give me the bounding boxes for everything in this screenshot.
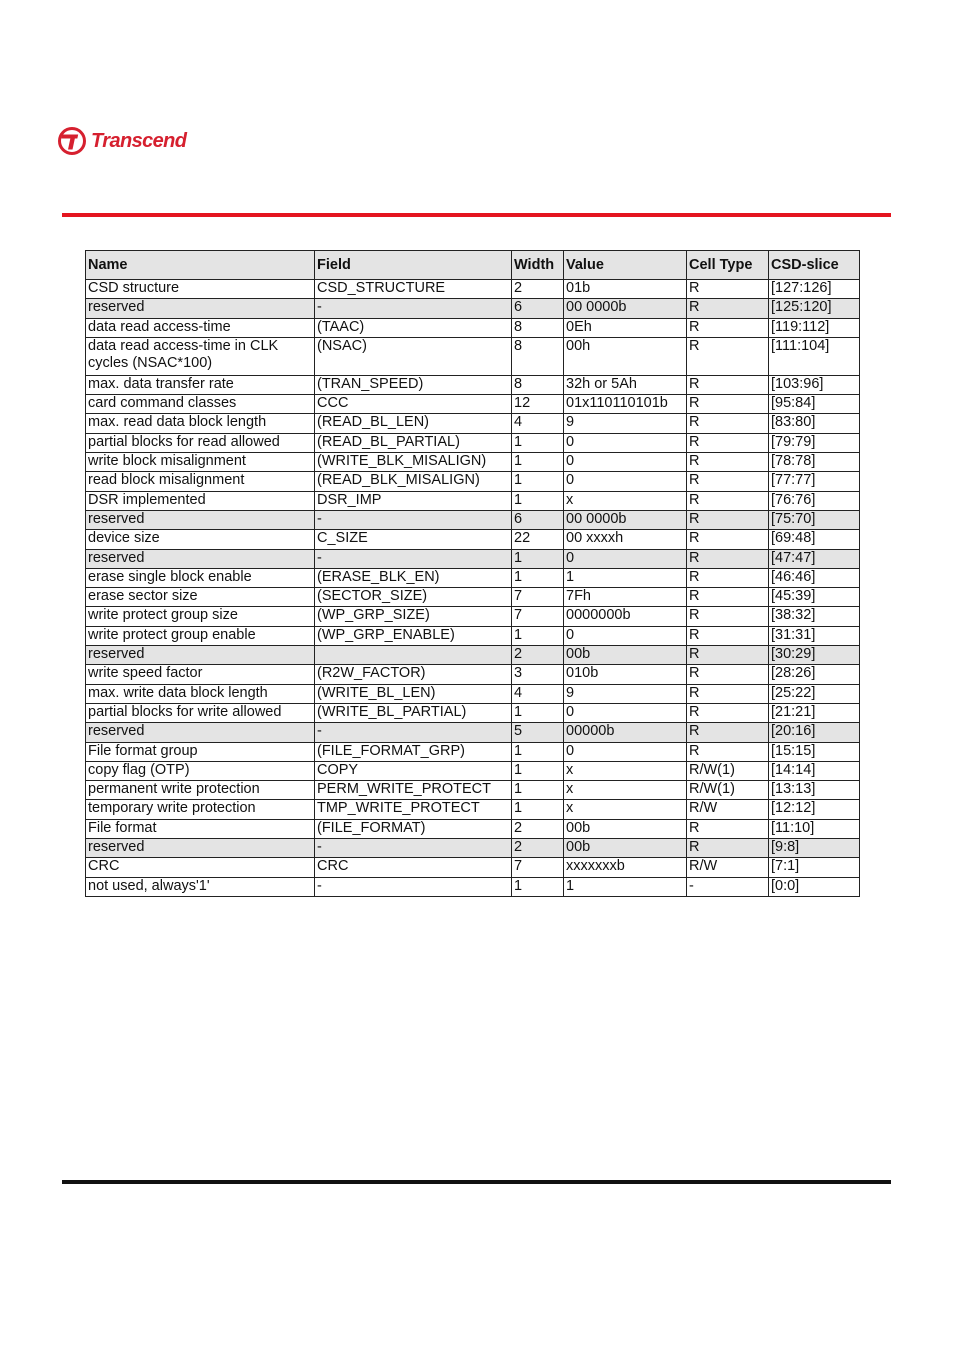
table-row	[86, 761, 860, 780]
cell-name: reserved	[86, 723, 315, 742]
cell-value: 010b	[564, 665, 687, 684]
cell-type: R/W(1)	[687, 761, 769, 780]
cell-value: 00000b	[564, 723, 687, 742]
cell-value: xxxxxxxb	[564, 858, 687, 877]
cell-field: (R2W_FACTOR)	[315, 665, 512, 684]
cell-type: R/W	[687, 800, 769, 819]
cell-type: R	[687, 530, 769, 549]
transcend-logo-icon	[57, 126, 87, 156]
cell-value: 1	[564, 568, 687, 587]
cell-type: R	[687, 337, 769, 375]
cell-csd-slice: [95:84]	[769, 395, 860, 414]
cell-width: 1	[512, 433, 564, 452]
cell-value: 7Fh	[564, 588, 687, 607]
cell-name: read block misalignment	[86, 472, 315, 491]
cell-type: R	[687, 684, 769, 703]
cell-name: data read access-time	[86, 318, 315, 337]
cell-width: 7	[512, 607, 564, 626]
cell-value: 00b	[564, 819, 687, 838]
column-header-csd-slice: CSD-slice	[769, 251, 860, 280]
cell-type: R	[687, 723, 769, 742]
table-row	[86, 819, 860, 838]
cell-csd-slice: [21:21]	[769, 703, 860, 722]
cell-csd-slice: [46:46]	[769, 568, 860, 587]
table-row	[86, 510, 860, 529]
cell-name: max. read data block length	[86, 414, 315, 433]
cell-csd-slice: [127:126]	[769, 280, 860, 299]
cell-width: 1	[512, 626, 564, 645]
cell-field: -	[315, 510, 512, 529]
cell-field: -	[315, 839, 512, 858]
cell-width: 1	[512, 761, 564, 780]
table-row	[86, 414, 860, 433]
cell-field: CSD_STRUCTURE	[315, 280, 512, 299]
table-row	[86, 433, 860, 452]
table-row	[86, 781, 860, 800]
cell-type: R	[687, 491, 769, 510]
cell-field: TMP_WRITE_PROTECT	[315, 800, 512, 819]
cell-type: R	[687, 742, 769, 761]
cell-name: card command classes	[86, 395, 315, 414]
cell-name: write protect group enable	[86, 626, 315, 645]
cell-name: data read access-time in CLK cycles (NSAC*100)	[86, 337, 315, 375]
cell-value: x	[564, 491, 687, 510]
table-row	[86, 337, 860, 375]
cell-field: (WRITE_BL_PARTIAL)	[315, 703, 512, 722]
cell-name: partial blocks for read allowed	[86, 433, 315, 452]
cell-type: R/W	[687, 858, 769, 877]
column-header-cell-type: Cell Type	[687, 251, 769, 280]
cell-csd-slice: [125:120]	[769, 299, 860, 318]
cell-value: 00 xxxxh	[564, 530, 687, 549]
cell-name: write block misalignment	[86, 453, 315, 472]
cell-name: reserved	[86, 549, 315, 568]
cell-csd-slice: [15:15]	[769, 742, 860, 761]
cell-name: File format	[86, 819, 315, 838]
cell-csd-slice: [31:31]	[769, 626, 860, 645]
cell-type: R	[687, 646, 769, 665]
table-row	[86, 742, 860, 761]
cell-value: 9	[564, 414, 687, 433]
cell-width: 2	[512, 839, 564, 858]
cell-width: 2	[512, 646, 564, 665]
cell-name: reserved	[86, 510, 315, 529]
cell-value: 00b	[564, 839, 687, 858]
cell-width: 2	[512, 280, 564, 299]
cell-csd-slice: [47:47]	[769, 549, 860, 568]
cell-field: (WRITE_BLK_MISALIGN)	[315, 453, 512, 472]
cell-width: 7	[512, 858, 564, 877]
cell-type: R	[687, 280, 769, 299]
cell-type: -	[687, 877, 769, 896]
cell-value: 32h or 5Ah	[564, 375, 687, 394]
cell-name: CSD structure	[86, 280, 315, 299]
table-row	[86, 491, 860, 510]
cell-value: x	[564, 781, 687, 800]
cell-csd-slice: [14:14]	[769, 761, 860, 780]
cell-width: 8	[512, 318, 564, 337]
cell-field: (NSAC)	[315, 337, 512, 375]
cell-width: 6	[512, 299, 564, 318]
cell-name: not used, always'1'	[86, 877, 315, 896]
cell-csd-slice: [28:26]	[769, 665, 860, 684]
cell-field: (WP_GRP_SIZE)	[315, 607, 512, 626]
cell-width: 1	[512, 491, 564, 510]
cell-width: 1	[512, 877, 564, 896]
cell-name: reserved	[86, 839, 315, 858]
cell-name: File format group	[86, 742, 315, 761]
cell-field: -	[315, 549, 512, 568]
header-rule	[62, 213, 891, 217]
cell-field: (TAAC)	[315, 318, 512, 337]
cell-width: 4	[512, 414, 564, 433]
cell-type: R	[687, 433, 769, 452]
cell-type: R	[687, 703, 769, 722]
cell-type: R	[687, 819, 769, 838]
cell-csd-slice: [11:10]	[769, 819, 860, 838]
cell-width: 1	[512, 549, 564, 568]
cell-width: 12	[512, 395, 564, 414]
cell-value: 0	[564, 433, 687, 452]
table-row	[86, 472, 860, 491]
cell-value: 9	[564, 684, 687, 703]
cell-width: 8	[512, 337, 564, 375]
cell-name: write protect group size	[86, 607, 315, 626]
cell-csd-slice: [111:104]	[769, 337, 860, 375]
cell-csd-slice: [0:0]	[769, 877, 860, 896]
cell-type: R	[687, 588, 769, 607]
cell-width: 1	[512, 742, 564, 761]
csd-register-table	[85, 250, 860, 897]
cell-width: 5	[512, 723, 564, 742]
footer-rule	[62, 1180, 891, 1184]
cell-width: 22	[512, 530, 564, 549]
column-header-width: Width	[512, 251, 564, 280]
cell-csd-slice: [83:80]	[769, 414, 860, 433]
cell-value: 00h	[564, 337, 687, 375]
cell-csd-slice: [12:12]	[769, 800, 860, 819]
cell-field: (SECTOR_SIZE)	[315, 588, 512, 607]
cell-name: reserved	[86, 646, 315, 665]
table-row	[86, 839, 860, 858]
cell-field: C_SIZE	[315, 530, 512, 549]
cell-field: (READ_BLK_MISALIGN)	[315, 472, 512, 491]
table-row	[86, 800, 860, 819]
cell-field: CRC	[315, 858, 512, 877]
cell-field: (FILE_FORMAT)	[315, 819, 512, 838]
cell-width: 1	[512, 781, 564, 800]
cell-field: CCC	[315, 395, 512, 414]
table-row	[86, 665, 860, 684]
table-row	[86, 646, 860, 665]
cell-type: R	[687, 414, 769, 433]
cell-name: partial blocks for write allowed	[86, 703, 315, 722]
cell-field: -	[315, 299, 512, 318]
cell-value: 0	[564, 742, 687, 761]
table-body	[86, 280, 860, 897]
cell-value: 00b	[564, 646, 687, 665]
table-row	[86, 703, 860, 722]
cell-field: (TRAN_SPEED)	[315, 375, 512, 394]
cell-value: 00 0000b	[564, 299, 687, 318]
cell-value: 1	[564, 877, 687, 896]
cell-field: PERM_WRITE_PROTECT	[315, 781, 512, 800]
cell-csd-slice: [76:76]	[769, 491, 860, 510]
cell-type: R	[687, 375, 769, 394]
cell-width: 3	[512, 665, 564, 684]
table-row	[86, 453, 860, 472]
cell-value: 0Eh	[564, 318, 687, 337]
cell-value: 0000000b	[564, 607, 687, 626]
cell-name: temporary write protection	[86, 800, 315, 819]
cell-name: CRC	[86, 858, 315, 877]
table-row	[86, 549, 860, 568]
cell-type: R	[687, 510, 769, 529]
cell-field: (WP_GRP_ENABLE)	[315, 626, 512, 645]
cell-value: 00 0000b	[564, 510, 687, 529]
cell-type: R	[687, 665, 769, 684]
cell-value: 0	[564, 626, 687, 645]
table-row	[86, 299, 860, 318]
table-row	[86, 568, 860, 587]
cell-csd-slice: [103:96]	[769, 375, 860, 394]
cell-field: -	[315, 877, 512, 896]
cell-width: 6	[512, 510, 564, 529]
cell-csd-slice: [45:39]	[769, 588, 860, 607]
cell-value: 0	[564, 549, 687, 568]
cell-csd-slice: [75:70]	[769, 510, 860, 529]
cell-csd-slice: [9:8]	[769, 839, 860, 858]
cell-name: erase single block enable	[86, 568, 315, 587]
cell-type: R	[687, 453, 769, 472]
cell-name: erase sector size	[86, 588, 315, 607]
cell-name: reserved	[86, 299, 315, 318]
cell-width: 1	[512, 703, 564, 722]
cell-csd-slice: [77:77]	[769, 472, 860, 491]
cell-field: (READ_BL_PARTIAL)	[315, 433, 512, 452]
cell-width: 7	[512, 588, 564, 607]
cell-type: R	[687, 318, 769, 337]
table-row	[86, 395, 860, 414]
column-header-name: Name	[86, 251, 315, 280]
column-header-value: Value	[564, 251, 687, 280]
cell-value: 0	[564, 703, 687, 722]
table-row	[86, 530, 860, 549]
cell-field: (READ_BL_LEN)	[315, 414, 512, 433]
cell-csd-slice: [20:16]	[769, 723, 860, 742]
cell-type: R/W(1)	[687, 781, 769, 800]
cell-value: 01b	[564, 280, 687, 299]
cell-csd-slice: [7:1]	[769, 858, 860, 877]
transcend-logo	[57, 126, 186, 156]
cell-type: R	[687, 395, 769, 414]
cell-type: R	[687, 626, 769, 645]
cell-value: 0	[564, 453, 687, 472]
cell-csd-slice: [69:48]	[769, 530, 860, 549]
cell-type: R	[687, 607, 769, 626]
cell-width: 8	[512, 375, 564, 394]
cell-name: write speed factor	[86, 665, 315, 684]
cell-name: max. data transfer rate	[86, 375, 315, 394]
table-row	[86, 723, 860, 742]
cell-name: copy flag (OTP)	[86, 761, 315, 780]
cell-width: 4	[512, 684, 564, 703]
cell-csd-slice: [30:29]	[769, 646, 860, 665]
cell-csd-slice: [25:22]	[769, 684, 860, 703]
cell-csd-slice: [79:79]	[769, 433, 860, 452]
cell-name: device size	[86, 530, 315, 549]
cell-type: R	[687, 568, 769, 587]
cell-width: 1	[512, 472, 564, 491]
cell-name: permanent write protection	[86, 781, 315, 800]
cell-csd-slice: [78:78]	[769, 453, 860, 472]
table-row	[86, 607, 860, 626]
cell-value: 0	[564, 472, 687, 491]
column-header-field: Field	[315, 251, 512, 280]
table-row	[86, 858, 860, 877]
cell-field: COPY	[315, 761, 512, 780]
cell-csd-slice: [119:112]	[769, 318, 860, 337]
table-row	[86, 684, 860, 703]
cell-field: (FILE_FORMAT_GRP)	[315, 742, 512, 761]
cell-type: R	[687, 299, 769, 318]
cell-width: 2	[512, 819, 564, 838]
cell-width: 1	[512, 453, 564, 472]
table-row	[86, 626, 860, 645]
cell-name: max. write data block length	[86, 684, 315, 703]
cell-type: R	[687, 549, 769, 568]
table-row	[86, 877, 860, 896]
cell-field: DSR_IMP	[315, 491, 512, 510]
cell-name: DSR implemented	[86, 491, 315, 510]
table-row	[86, 375, 860, 394]
cell-value: x	[564, 800, 687, 819]
table-row	[86, 318, 860, 337]
table-row	[86, 588, 860, 607]
cell-field	[315, 646, 512, 665]
cell-width: 1	[512, 800, 564, 819]
table-row	[86, 280, 860, 299]
cell-field: (WRITE_BL_LEN)	[315, 684, 512, 703]
cell-value: x	[564, 761, 687, 780]
cell-width: 1	[512, 568, 564, 587]
cell-type: R	[687, 472, 769, 491]
cell-csd-slice: [38:32]	[769, 607, 860, 626]
table-header-row	[86, 251, 860, 280]
cell-value: 01x110110101b	[564, 395, 687, 414]
cell-field: -	[315, 723, 512, 742]
cell-csd-slice: [13:13]	[769, 781, 860, 800]
logo-text: Transcend	[91, 129, 187, 152]
cell-type: R	[687, 839, 769, 858]
cell-field: (ERASE_BLK_EN)	[315, 568, 512, 587]
